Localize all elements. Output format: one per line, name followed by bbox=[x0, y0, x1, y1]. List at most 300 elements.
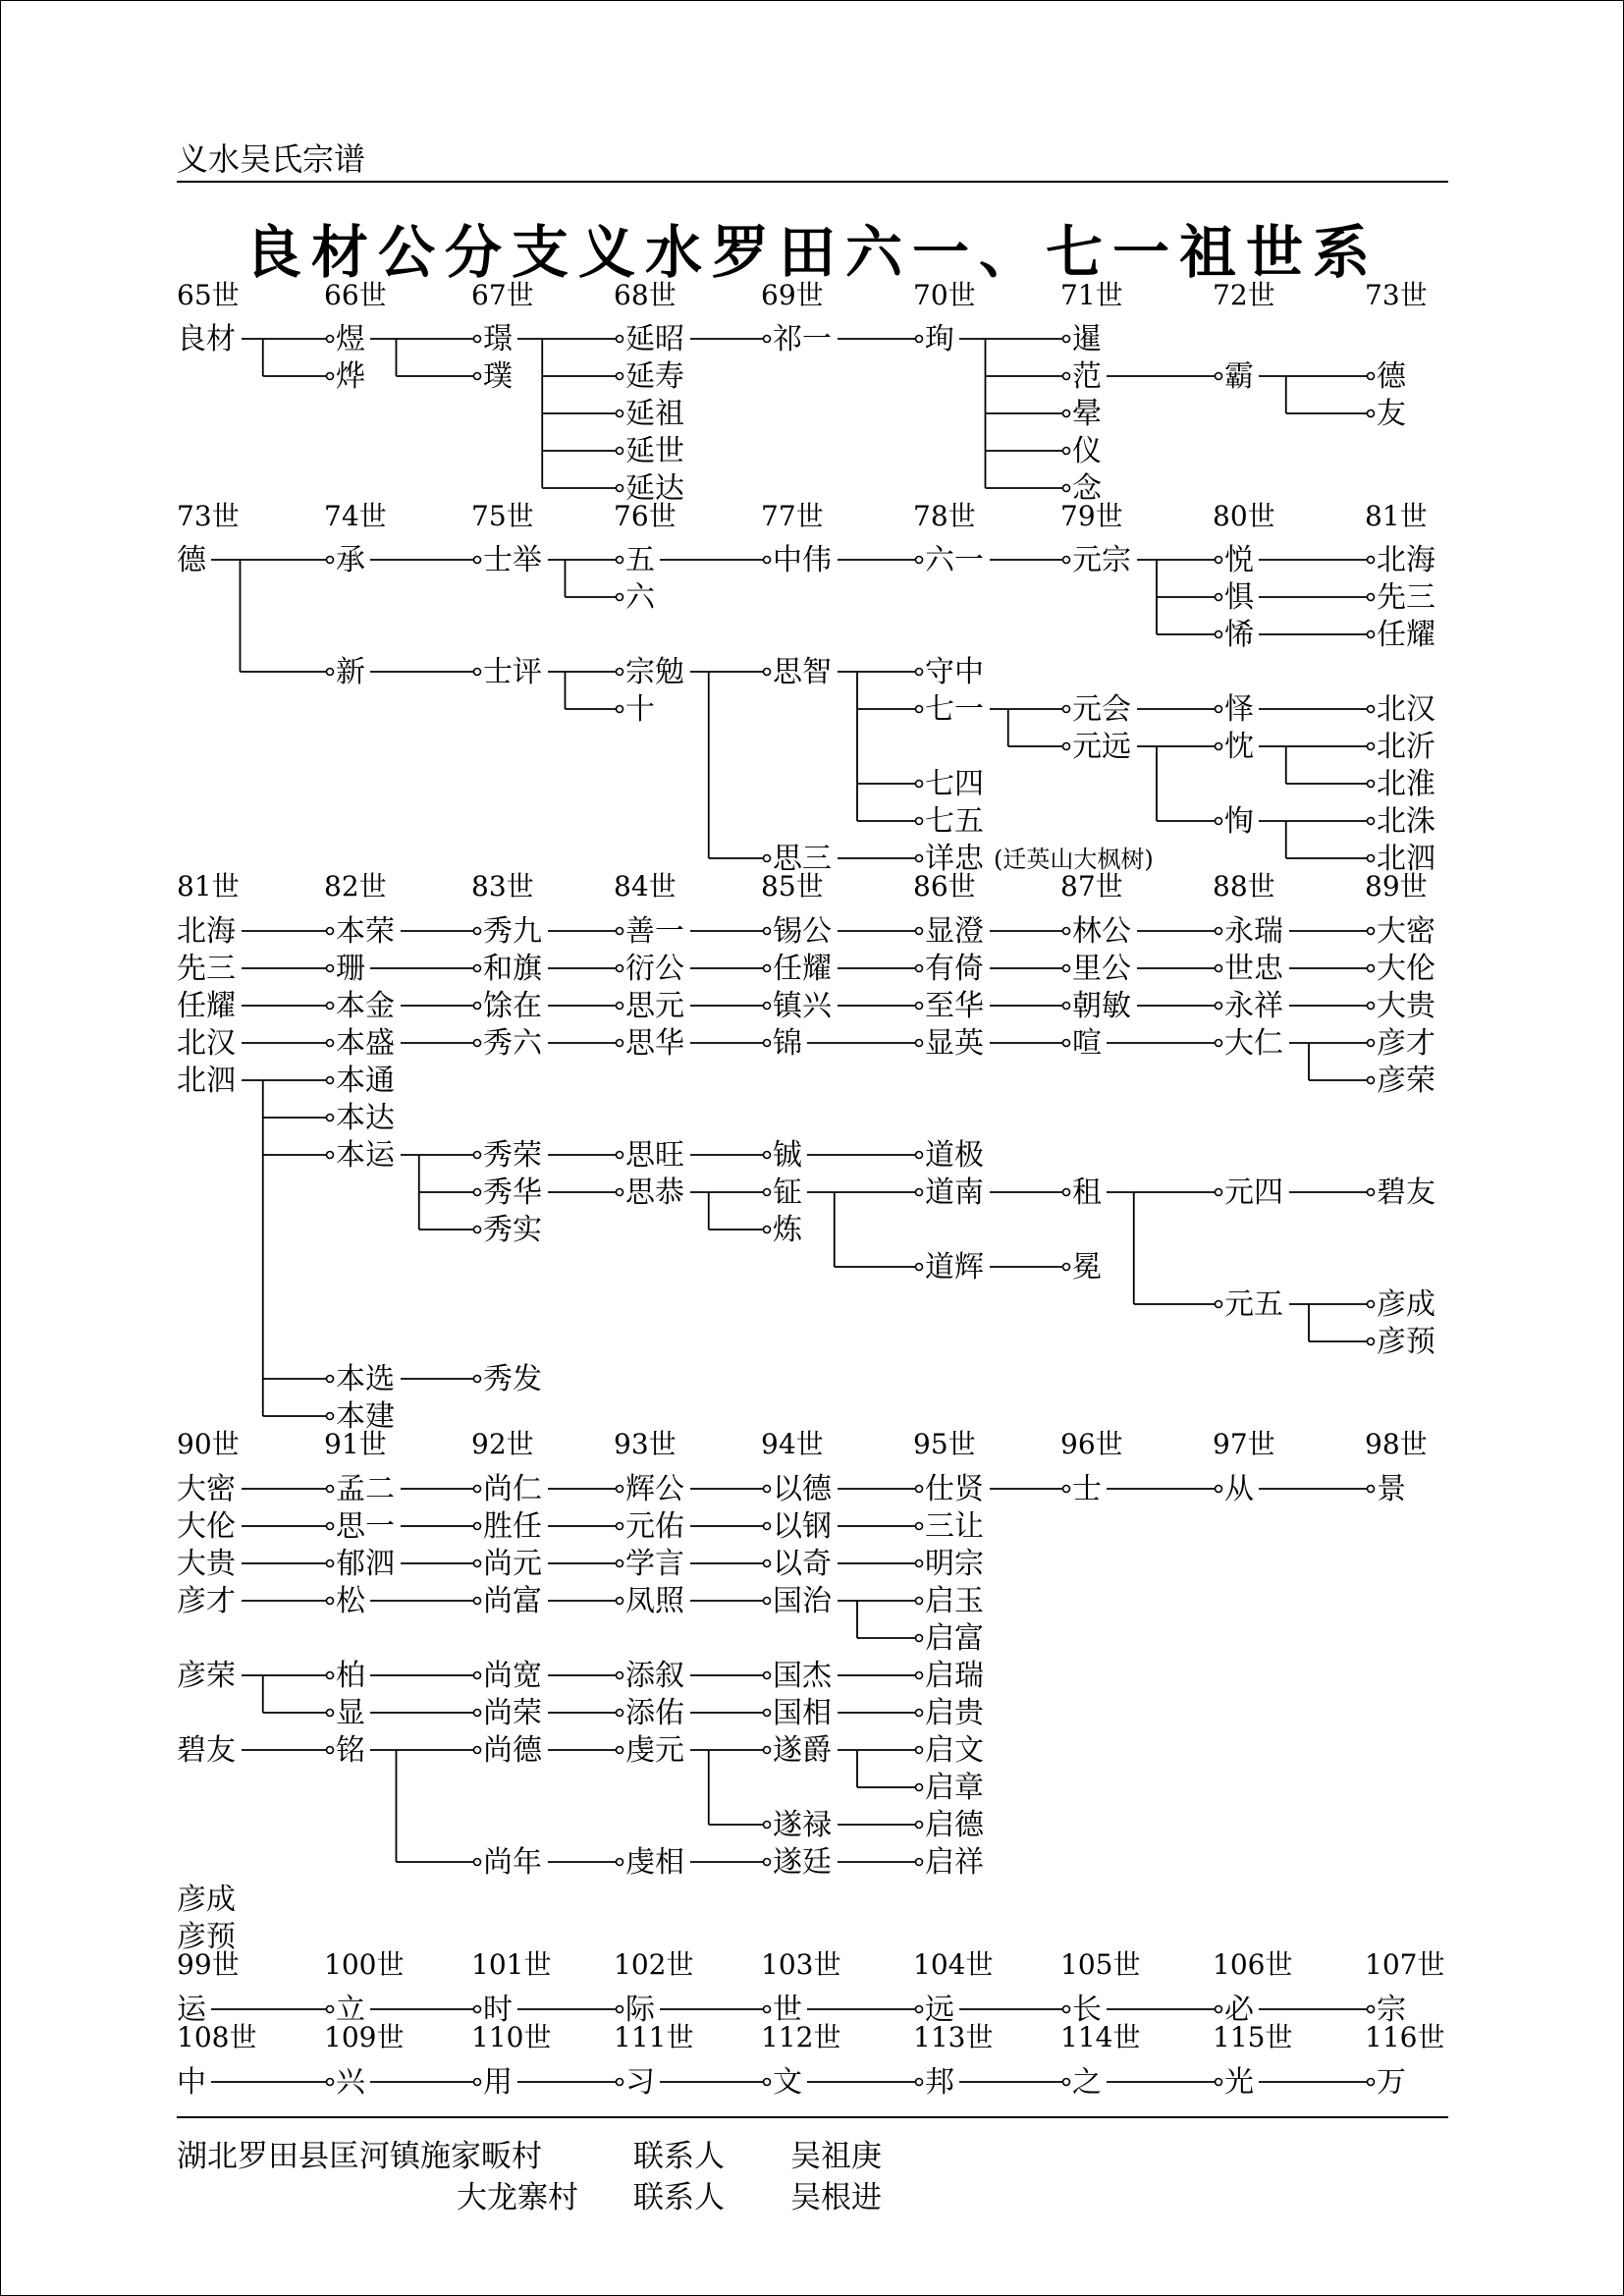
generation-header: 102世 bbox=[614, 1948, 694, 1981]
person-name: 秀实 bbox=[483, 1213, 542, 1247]
person-name: 用 bbox=[483, 2065, 513, 2100]
person-name: 和旗 bbox=[483, 952, 542, 986]
person-name: 五 bbox=[625, 543, 655, 577]
connector-dot bbox=[764, 1710, 771, 1717]
connector-dot bbox=[764, 2006, 771, 2013]
person-name: 国杰 bbox=[773, 1659, 832, 1693]
person-name: 明宗 bbox=[925, 1547, 984, 1581]
generation-header: 104世 bbox=[913, 1948, 994, 1981]
person-name: 元远 bbox=[1072, 730, 1131, 764]
connector-dot bbox=[1368, 1040, 1375, 1047]
connector-dot bbox=[764, 1486, 771, 1493]
person-name: 大伦 bbox=[177, 1509, 236, 1544]
connector-dot bbox=[1216, 2079, 1222, 2086]
person-name: 镇兴 bbox=[773, 989, 832, 1023]
generation-block-4 bbox=[177, 1428, 1428, 1954]
connector-dot bbox=[1063, 1040, 1070, 1047]
generation-header: 90世 bbox=[177, 1428, 240, 1460]
generation-header: 77世 bbox=[761, 500, 824, 532]
person-name: 友 bbox=[1377, 397, 1406, 431]
person-name: 锦 bbox=[773, 1026, 802, 1061]
person-name: 启章 bbox=[925, 1771, 984, 1805]
connector-dot bbox=[1216, 373, 1222, 380]
person-name: 祁一 bbox=[773, 322, 832, 356]
person-name: 元佑 bbox=[625, 1509, 684, 1544]
person-name: 尚年 bbox=[483, 1845, 542, 1880]
connector-dot bbox=[617, 1710, 623, 1717]
person-name: 大贵 bbox=[177, 1547, 236, 1581]
person-name: 彦成 bbox=[177, 1883, 236, 1917]
person-name: 怿 bbox=[1224, 692, 1254, 727]
connector-dot bbox=[327, 1003, 334, 1010]
person-name: 钲 bbox=[773, 1175, 802, 1210]
person-name: 士评 bbox=[483, 655, 542, 689]
connector-dot bbox=[764, 1859, 771, 1866]
person-name: 以钢 bbox=[773, 1509, 832, 1544]
generation-header: 66世 bbox=[324, 279, 387, 311]
person-name: 延祖 bbox=[625, 397, 684, 431]
connector-dot bbox=[474, 1672, 481, 1679]
person-name: 虔元 bbox=[625, 1733, 684, 1768]
connector-dot bbox=[1063, 743, 1070, 750]
connector-dot bbox=[327, 1413, 334, 1420]
person-name: 尚仁 bbox=[483, 1472, 542, 1506]
person-name: 世 bbox=[773, 1993, 802, 2027]
connector-dot bbox=[764, 855, 771, 862]
person-name: 良材 bbox=[177, 322, 236, 356]
person-name: 大密 bbox=[177, 1472, 236, 1506]
person-name: 秀发 bbox=[483, 1362, 542, 1396]
person-name: 显澄 bbox=[925, 914, 984, 949]
connector-dot bbox=[327, 1376, 334, 1383]
person-name: 本通 bbox=[336, 1064, 395, 1098]
generation-header: 108世 bbox=[177, 2021, 257, 2053]
connector-dot bbox=[327, 557, 334, 564]
connector-dot bbox=[617, 1040, 623, 1047]
connector-dot bbox=[1216, 2006, 1222, 2013]
connector-dot bbox=[617, 485, 623, 492]
connector-dot bbox=[1368, 373, 1375, 380]
connector-dot bbox=[916, 1672, 923, 1679]
generation-header: 114世 bbox=[1060, 2021, 1141, 2053]
connector-dot bbox=[617, 1523, 623, 1530]
person-name: 元会 bbox=[1072, 692, 1131, 727]
generation-header: 91世 bbox=[324, 1428, 387, 1460]
person-name: 以德 bbox=[773, 1472, 832, 1506]
person-name: 远 bbox=[925, 1993, 954, 2027]
person-name: 悦 bbox=[1224, 543, 1254, 577]
person-name: 思恭 bbox=[625, 1175, 684, 1210]
connector-dot bbox=[1063, 1189, 1070, 1196]
connector-dot bbox=[617, 373, 623, 380]
person-name: 七一 bbox=[925, 692, 984, 727]
generation-header: 87世 bbox=[1060, 870, 1123, 902]
person-name: 铭 bbox=[336, 1733, 365, 1768]
person-name: 启德 bbox=[925, 1808, 984, 1842]
person-name: 本运 bbox=[336, 1138, 395, 1173]
person-name: 冕 bbox=[1072, 1250, 1102, 1285]
connector-dot bbox=[1368, 1189, 1375, 1196]
connector-dot bbox=[1368, 1486, 1375, 1493]
generation-header: 81世 bbox=[177, 870, 240, 902]
connector-dot bbox=[764, 1672, 771, 1679]
generation-header: 94世 bbox=[761, 1428, 824, 1460]
person-name: 璟 bbox=[483, 322, 513, 356]
person-name: 念 bbox=[1072, 471, 1102, 506]
person-name: 启文 bbox=[925, 1733, 984, 1768]
generation-header: 113世 bbox=[913, 2021, 994, 2053]
person-name: 启富 bbox=[925, 1621, 984, 1656]
person-name: 七四 bbox=[925, 767, 984, 801]
person-name: 时 bbox=[483, 1993, 513, 2027]
person-name: 守中 bbox=[925, 655, 984, 689]
connector-dot bbox=[1368, 2079, 1375, 2086]
person-name: 思一 bbox=[336, 1509, 395, 1544]
generation-header: 80世 bbox=[1213, 500, 1275, 532]
person-name: 显 bbox=[336, 1696, 365, 1730]
person-name: 大伦 bbox=[1377, 952, 1435, 986]
person-name: 秀荣 bbox=[483, 1138, 542, 1173]
person-name: 北泗 bbox=[1377, 842, 1435, 876]
connector-dot bbox=[327, 2006, 334, 2013]
connector-dot bbox=[916, 1560, 923, 1567]
connector-dot bbox=[916, 1822, 923, 1829]
person-name: 遂廷 bbox=[773, 1845, 832, 1880]
person-name: 北洙 bbox=[1377, 804, 1435, 839]
connector-dot bbox=[617, 1598, 623, 1605]
connector-dot bbox=[474, 928, 481, 935]
person-name: 霸 bbox=[1224, 359, 1254, 394]
generation-header: 68世 bbox=[614, 279, 677, 311]
person-name: 邦 bbox=[925, 2065, 954, 2100]
connector-dot bbox=[916, 2006, 923, 2013]
person-name: 郁泗 bbox=[336, 1547, 395, 1581]
annotation-note: (迁英山大枫树) bbox=[994, 846, 1154, 873]
generation-header: 98世 bbox=[1365, 1428, 1428, 1460]
connector-dot bbox=[474, 373, 481, 380]
person-name: 文 bbox=[773, 2065, 802, 2100]
person-name: 启瑞 bbox=[925, 1659, 984, 1693]
footer-place-1: 湖北罗田县匡河镇施家畈村 bbox=[177, 2139, 542, 2174]
person-name: 德 bbox=[1377, 359, 1406, 394]
person-name: 延达 bbox=[625, 471, 684, 506]
connector-dot bbox=[474, 1523, 481, 1530]
connector-dot bbox=[916, 669, 923, 676]
connector-dot bbox=[1063, 706, 1070, 713]
connector-dot bbox=[1216, 818, 1222, 825]
connector-dot bbox=[474, 1189, 481, 1196]
connector-dot bbox=[916, 1264, 923, 1271]
connector-dot bbox=[1063, 336, 1070, 343]
generation-block-5 bbox=[177, 1948, 1444, 2027]
connector-dot bbox=[617, 1560, 623, 1567]
connector-dot bbox=[327, 1598, 334, 1605]
person-name: 珣 bbox=[925, 322, 954, 356]
person-name: 道极 bbox=[925, 1138, 984, 1173]
connector-dot bbox=[916, 1859, 923, 1866]
person-name: 学言 bbox=[625, 1547, 684, 1581]
person-name: 任耀 bbox=[1377, 618, 1435, 652]
person-name: 有倚 bbox=[925, 952, 984, 986]
connector-dot bbox=[1216, 1189, 1222, 1196]
generation-header: 69世 bbox=[761, 279, 824, 311]
generation-header: 75世 bbox=[471, 500, 534, 532]
connector-dot bbox=[1368, 928, 1375, 935]
connector-dot bbox=[916, 965, 923, 972]
connector-dot bbox=[474, 1859, 481, 1866]
generation-header: 81世 bbox=[1365, 500, 1428, 532]
connector-dot bbox=[764, 1152, 771, 1159]
connector-dot bbox=[1063, 928, 1070, 935]
connector-dot bbox=[474, 669, 481, 676]
connector-dot bbox=[1368, 557, 1375, 564]
person-name: 思旺 bbox=[625, 1138, 684, 1173]
connector-dot bbox=[617, 1747, 623, 1754]
person-name: 德 bbox=[177, 543, 206, 577]
generation-header: 73世 bbox=[177, 500, 240, 532]
connector-dot bbox=[617, 706, 623, 713]
connector-dot bbox=[1368, 2006, 1375, 2013]
connector-dot bbox=[916, 1523, 923, 1530]
connector-dot bbox=[764, 1747, 771, 1754]
connector-dot bbox=[916, 1003, 923, 1010]
connector-dot bbox=[1063, 448, 1070, 455]
person-name: 秀六 bbox=[483, 1026, 542, 1061]
page-title: 良材公分支义水罗田六一、七一祖世系 bbox=[244, 219, 1380, 286]
person-name: 喧 bbox=[1072, 1026, 1102, 1061]
generation-header: 83世 bbox=[471, 870, 534, 902]
generation-block-3 bbox=[177, 870, 1437, 1434]
person-name: 以奇 bbox=[773, 1547, 832, 1581]
person-name: 朝敏 bbox=[1072, 989, 1131, 1023]
generation-header: 116世 bbox=[1365, 2021, 1445, 2053]
person-name: 长 bbox=[1072, 1993, 1102, 2027]
connector-dot bbox=[1368, 706, 1375, 713]
person-name: 璞 bbox=[483, 359, 513, 394]
connector-dot bbox=[474, 1040, 481, 1047]
person-name: 六一 bbox=[925, 543, 984, 577]
person-name: 兴 bbox=[336, 2065, 365, 2100]
generation-block-2 bbox=[177, 500, 1435, 876]
person-name: 中 bbox=[177, 2065, 206, 2100]
generation-header: 70世 bbox=[913, 279, 976, 311]
connector-dot bbox=[617, 336, 623, 343]
connector-dot bbox=[474, 1598, 481, 1605]
generation-header: 115世 bbox=[1213, 2021, 1293, 2053]
person-name: 七五 bbox=[925, 804, 984, 839]
person-name: 从 bbox=[1224, 1472, 1254, 1506]
connector-dot bbox=[1368, 1077, 1375, 1084]
generation-header: 97世 bbox=[1213, 1428, 1275, 1460]
connector-dot bbox=[474, 1003, 481, 1010]
connector-dot bbox=[1216, 557, 1222, 564]
person-name: 际 bbox=[625, 1993, 655, 2027]
person-name: 北泗 bbox=[177, 1064, 236, 1098]
person-name: 思元 bbox=[625, 989, 684, 1023]
generation-header: 78世 bbox=[913, 500, 976, 532]
connector-dot bbox=[474, 1710, 481, 1717]
person-name: 彦荣 bbox=[177, 1659, 236, 1693]
generation-block-6 bbox=[177, 2021, 1444, 2100]
generation-header: 107世 bbox=[1365, 1948, 1445, 1981]
person-name: 尚富 bbox=[483, 1584, 542, 1618]
person-name: 本金 bbox=[336, 989, 395, 1023]
generation-block-1 bbox=[177, 279, 1428, 506]
person-name: 国相 bbox=[773, 1696, 832, 1730]
person-name: 北汉 bbox=[177, 1026, 236, 1061]
person-name: 新 bbox=[336, 655, 365, 689]
connector-dot bbox=[764, 1523, 771, 1530]
person-name: 尚荣 bbox=[483, 1696, 542, 1730]
connector-dot bbox=[916, 855, 923, 862]
generation-header: 95世 bbox=[913, 1428, 976, 1460]
connector-dot bbox=[1063, 1486, 1070, 1493]
connector-dot bbox=[916, 1598, 923, 1605]
generation-header: 96世 bbox=[1060, 1428, 1123, 1460]
person-name: 本达 bbox=[336, 1101, 395, 1135]
person-name: 煜 bbox=[336, 322, 365, 356]
connector-dot bbox=[1216, 743, 1222, 750]
person-name: 光 bbox=[1224, 2065, 1254, 2100]
connector-dot bbox=[474, 1486, 481, 1493]
person-name: 暹 bbox=[1072, 322, 1102, 356]
person-name: 遂爵 bbox=[773, 1733, 832, 1768]
connector-dot bbox=[764, 1189, 771, 1196]
person-name: 北汉 bbox=[1377, 692, 1435, 727]
person-name: 晕 bbox=[1072, 397, 1102, 431]
person-name: 士举 bbox=[483, 543, 542, 577]
connector-dot bbox=[617, 1486, 623, 1493]
connector-dot bbox=[327, 1672, 334, 1679]
person-name: 悕 bbox=[1224, 618, 1254, 652]
person-name: 至华 bbox=[925, 989, 984, 1023]
person-name: 承 bbox=[336, 543, 365, 577]
person-name: 元四 bbox=[1224, 1175, 1283, 1210]
person-name: 立 bbox=[336, 1993, 365, 2027]
connector-dot bbox=[474, 2079, 481, 2086]
connector-dot bbox=[1368, 743, 1375, 750]
person-name: 林公 bbox=[1072, 914, 1131, 949]
person-name: 万 bbox=[1377, 2065, 1406, 2100]
person-name: 六 bbox=[625, 580, 655, 615]
connector-dot bbox=[1063, 410, 1070, 417]
person-name: 北海 bbox=[1377, 543, 1435, 577]
connector-dot bbox=[474, 557, 481, 564]
connector-dot bbox=[1216, 965, 1222, 972]
person-name: 国治 bbox=[773, 1584, 832, 1618]
connector-dot bbox=[764, 1040, 771, 1047]
connector-dot bbox=[1368, 1339, 1375, 1345]
person-name: 彦才 bbox=[1377, 1026, 1435, 1061]
person-name: 秀九 bbox=[483, 914, 542, 949]
person-name: 碧友 bbox=[1377, 1175, 1435, 1210]
connector-dot bbox=[617, 594, 623, 601]
generation-header: 112世 bbox=[761, 2021, 841, 2053]
connector-dot bbox=[1368, 818, 1375, 825]
person-name: 彦成 bbox=[1377, 1287, 1435, 1322]
person-name: 十 bbox=[625, 692, 655, 727]
generation-header: 73世 bbox=[1365, 279, 1428, 311]
connector-dot bbox=[764, 669, 771, 676]
connector-dot bbox=[327, 1710, 334, 1717]
person-name: 世忠 bbox=[1224, 952, 1283, 986]
connector-dot bbox=[474, 965, 481, 972]
person-name: 北沂 bbox=[1377, 730, 1435, 764]
connector-dot bbox=[764, 965, 771, 972]
person-name: 延寿 bbox=[625, 359, 684, 394]
person-name: 添佑 bbox=[625, 1696, 684, 1730]
connector-dot bbox=[617, 1003, 623, 1010]
generation-header: 76世 bbox=[614, 500, 677, 532]
person-name: 善一 bbox=[625, 914, 684, 949]
person-name: 范 bbox=[1072, 359, 1102, 394]
connector-dot bbox=[764, 1598, 771, 1605]
generation-header: 71世 bbox=[1060, 279, 1123, 311]
person-name: 添叙 bbox=[625, 1659, 684, 1693]
person-name: 元宗 bbox=[1072, 543, 1131, 577]
person-name: 锡公 bbox=[773, 914, 832, 949]
connector-dot bbox=[916, 1152, 923, 1159]
connector-dot bbox=[617, 1672, 623, 1679]
connector-dot bbox=[327, 965, 334, 972]
connector-dot bbox=[1063, 2006, 1070, 2013]
person-name: 租 bbox=[1072, 1175, 1102, 1210]
person-name: 显英 bbox=[925, 1026, 984, 1061]
generation-header: 72世 bbox=[1213, 279, 1275, 311]
person-name: 遂禄 bbox=[773, 1808, 832, 1842]
generation-header: 99世 bbox=[177, 1948, 240, 1981]
connector-dot bbox=[916, 818, 923, 825]
connector-dot bbox=[916, 1710, 923, 1717]
connector-dot bbox=[916, 1747, 923, 1754]
connector-dot bbox=[617, 928, 623, 935]
person-name: 元五 bbox=[1224, 1287, 1283, 1322]
generation-header: 100世 bbox=[324, 1948, 405, 1981]
connector-dot bbox=[1216, 928, 1222, 935]
connector-dot bbox=[764, 1560, 771, 1567]
connector-dot bbox=[1063, 485, 1070, 492]
generation-header: 101世 bbox=[471, 1948, 552, 1981]
connector-dot bbox=[1368, 410, 1375, 417]
connector-dot bbox=[617, 2079, 623, 2086]
person-name: 延世 bbox=[625, 434, 684, 468]
connector-dot bbox=[327, 1152, 334, 1159]
connector-dot bbox=[1063, 373, 1070, 380]
generation-header: 105世 bbox=[1060, 1948, 1141, 1981]
person-name: 习 bbox=[625, 2065, 655, 2100]
person-name: 胜任 bbox=[483, 1509, 542, 1544]
connector-dot bbox=[1368, 781, 1375, 788]
person-name: 启玉 bbox=[925, 1584, 984, 1618]
person-name: 本选 bbox=[336, 1362, 395, 1396]
person-name: 秀华 bbox=[483, 1175, 542, 1210]
person-name: 永瑞 bbox=[1224, 914, 1283, 949]
connector-dot bbox=[617, 965, 623, 972]
person-name: 大贵 bbox=[1377, 989, 1435, 1023]
footer-role-1: 联系人 bbox=[633, 2139, 725, 2174]
connector-dot bbox=[764, 1822, 771, 1829]
person-name: 三让 bbox=[925, 1509, 984, 1544]
generation-header: 109世 bbox=[324, 2021, 405, 2053]
connector-dot bbox=[1368, 631, 1375, 638]
connector-dot bbox=[764, 1227, 771, 1233]
generation-header: 110世 bbox=[471, 2021, 552, 2053]
person-name: 中伟 bbox=[773, 543, 832, 577]
connector-dot bbox=[1368, 855, 1375, 862]
connector-dot bbox=[1216, 594, 1222, 601]
generation-header: 86世 bbox=[913, 870, 976, 902]
generation-header: 111世 bbox=[614, 2021, 694, 2053]
